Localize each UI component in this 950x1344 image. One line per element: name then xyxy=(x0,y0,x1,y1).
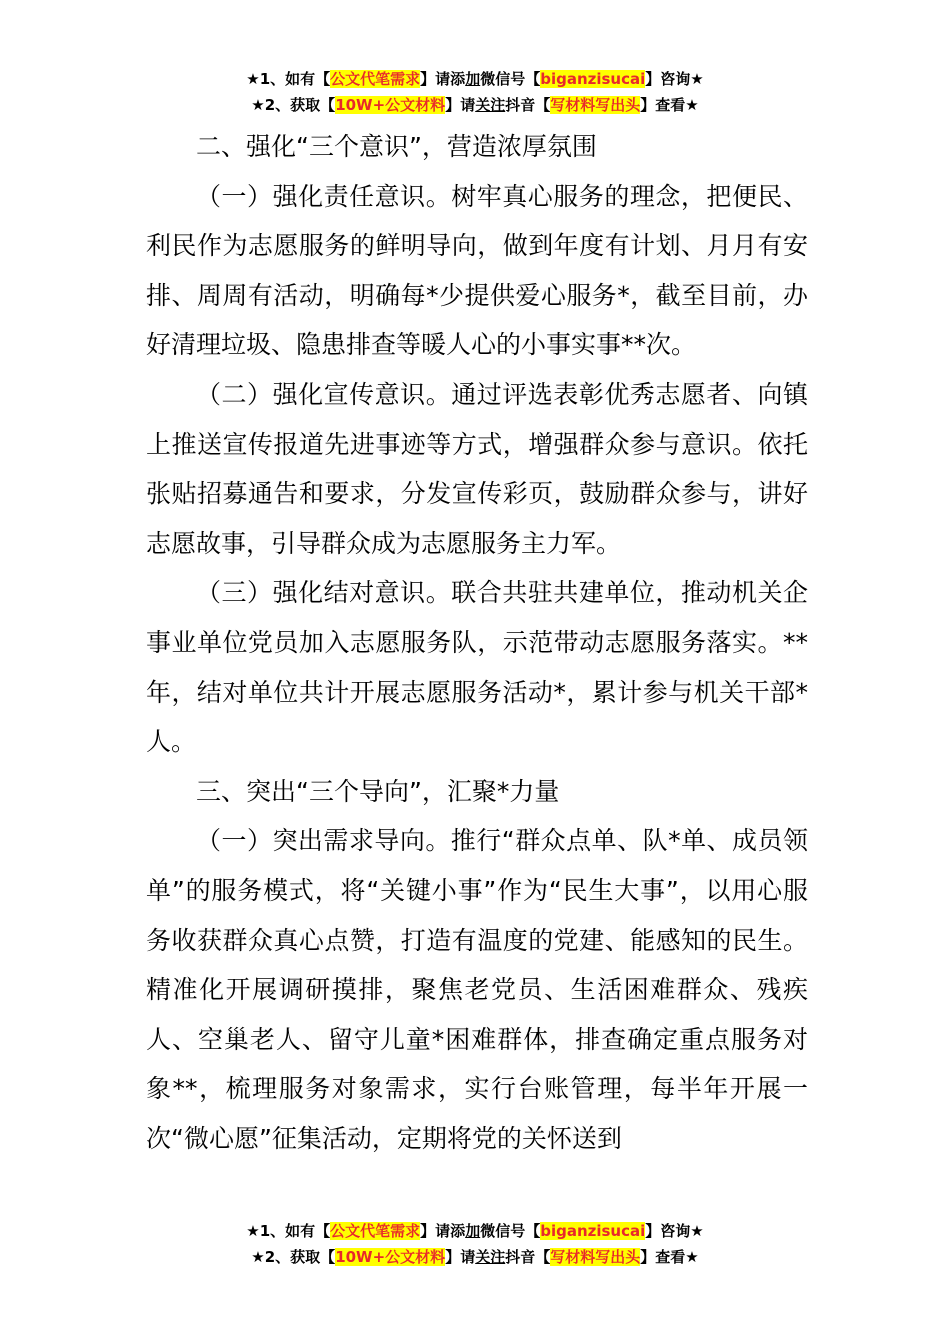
promo-text: ★2、获取【 xyxy=(251,96,336,114)
section-heading-3: 三、突出“三个导向”，汇聚*力量 xyxy=(196,776,560,806)
promo-text: ★1、如有【 xyxy=(246,70,331,88)
promo-text: 】请 xyxy=(445,96,476,114)
paragraph-demand-orientation: （一）突出需求导向。推行“群众点单、队*单、成员领单”的服务模式，将“关键小事”作为“民生大事”，以用心服务收获群众真心点赞，打造有温度的党建、能感知的民生。精准化开展调研摸排，聚焦老党员、生活困难群众、残疾人、空巢老人、留守儿童*困难群体，排查确定重点服务对象**，梳理服务对象需求，实行台账管理，每半年开展一次“微心愿”征集活动，定期将党的关怀送到 xyxy=(146,826,808,1153)
promo-underline: 加 xyxy=(465,1222,481,1240)
promo-highlight: 10W+公文材料 xyxy=(335,1248,446,1266)
document-body xyxy=(146,122,808,1163)
paragraph-publicity: （二）强化宣传意识。通过评选表彰优秀志愿者、向镇上推送宣传报道先进事迹等方式，增强群众参与意识。依托张贴招募通告和要求，分发宣传彩页，鼓励群众参与，讲好志愿故事，引导群众成为志愿服务主力军。 xyxy=(146,379,808,558)
promo-text: 微信号【 xyxy=(480,70,541,88)
promo-text: 】查看★ xyxy=(640,1248,699,1266)
promo-text: 微信号【 xyxy=(480,1222,541,1240)
promo-highlight: biganzisucai xyxy=(540,1222,646,1240)
promo-underline: 关注 xyxy=(475,96,506,114)
paragraph-pairing: （三）强化结对意识。联合共驻共建单位，推动机关企事业单位党员加入志愿服务队，示范带动志愿服务落实。**年，结对单位共计开展志愿服务活动*，累计参与机关干部*人。 xyxy=(146,578,808,757)
header-promo-banner xyxy=(0,66,950,118)
promo-highlight: 写材料写出头 xyxy=(550,96,641,114)
header-promo-line-2 xyxy=(0,92,950,118)
footer-promo-line-2 xyxy=(0,1244,950,1270)
promo-highlight: 公文代笔需求 xyxy=(330,70,421,88)
promo-text: 】查看★ xyxy=(640,96,699,114)
promo-highlight: 公文代笔需求 xyxy=(330,1222,421,1240)
promo-text: 】请 xyxy=(445,1248,476,1266)
promo-underline: 关注 xyxy=(475,1248,506,1266)
promo-highlight: biganzisucai xyxy=(540,70,646,88)
promo-text: 抖音【 xyxy=(505,96,551,114)
footer-promo-line-1 xyxy=(0,1218,950,1244)
footer-promo-banner xyxy=(0,1218,950,1270)
promo-text: ★1、如有【 xyxy=(246,1222,331,1240)
promo-highlight: 写材料写出头 xyxy=(550,1248,641,1266)
promo-underline: 加 xyxy=(465,70,481,88)
promo-text: 抖音【 xyxy=(505,1248,551,1266)
section-heading-2: 二、强化“三个意识”，营造浓厚氛围 xyxy=(196,132,597,161)
promo-highlight: 10W+公文材料 xyxy=(335,96,446,114)
promo-text: 】请添 xyxy=(420,70,466,88)
promo-text: 】咨询★ xyxy=(645,1222,704,1240)
promo-text: ★2、获取【 xyxy=(251,1248,336,1266)
promo-text: 】咨询★ xyxy=(645,70,704,88)
paragraph-responsibility: （一）强化责任意识。树牢真心服务的理念，把便民、利民作为志愿服务的鲜明导向，做到年度有计划、月月有安排、周周有活动，明确每*少提供爱心服务*，截至目前，办好清理垃圾、隐患排查等暖人心的小事实事**次。 xyxy=(146,181,808,360)
promo-text: 】请添 xyxy=(420,1222,466,1240)
header-promo-line-1 xyxy=(0,66,950,92)
